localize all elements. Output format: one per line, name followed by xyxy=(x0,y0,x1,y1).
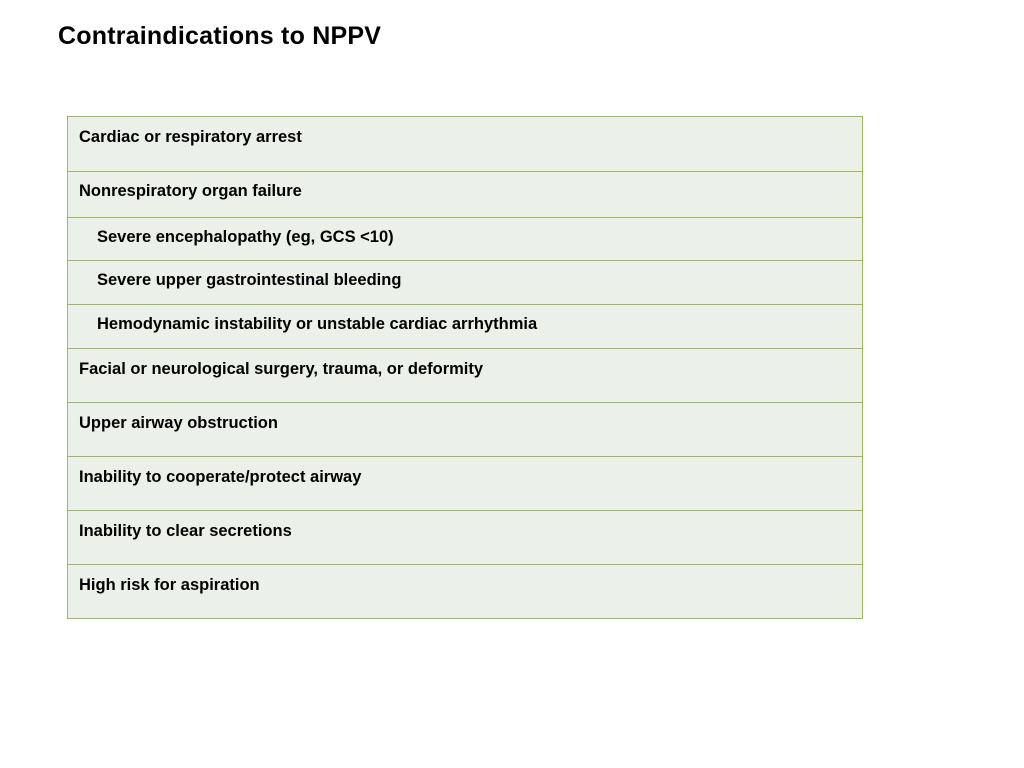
table-row-indented xyxy=(68,305,863,349)
table-cell: Inability to cooperate/protect airway xyxy=(68,457,863,511)
table-row xyxy=(68,511,863,565)
table-cell: Cardiac or respiratory arrest xyxy=(68,117,863,172)
table-cell: High risk for aspiration xyxy=(68,565,863,619)
table-row xyxy=(68,349,863,403)
table-row-indented xyxy=(68,218,863,261)
table-cell: Severe upper gastrointestinal bleeding xyxy=(68,261,863,305)
table-row xyxy=(68,457,863,511)
contraindications-table xyxy=(67,116,863,619)
table-row xyxy=(68,117,863,172)
table-row xyxy=(68,565,863,619)
table-cell: Nonrespiratory organ failure xyxy=(68,172,863,218)
table-cell: Upper airway obstruction xyxy=(68,403,863,457)
table-row xyxy=(68,403,863,457)
table-cell: Facial or neurological surgery, trauma, or deformity xyxy=(68,349,863,403)
table-row-indented xyxy=(68,261,863,305)
table-cell: Inability to clear secretions xyxy=(68,511,863,565)
table-cell: Severe encephalopathy (eg, GCS <10) xyxy=(68,218,863,261)
table-row xyxy=(68,172,863,218)
page-title: Contraindications to NPPV xyxy=(58,22,382,50)
table-cell: Hemodynamic instability or unstable cardiac arrhythmia xyxy=(68,305,863,349)
